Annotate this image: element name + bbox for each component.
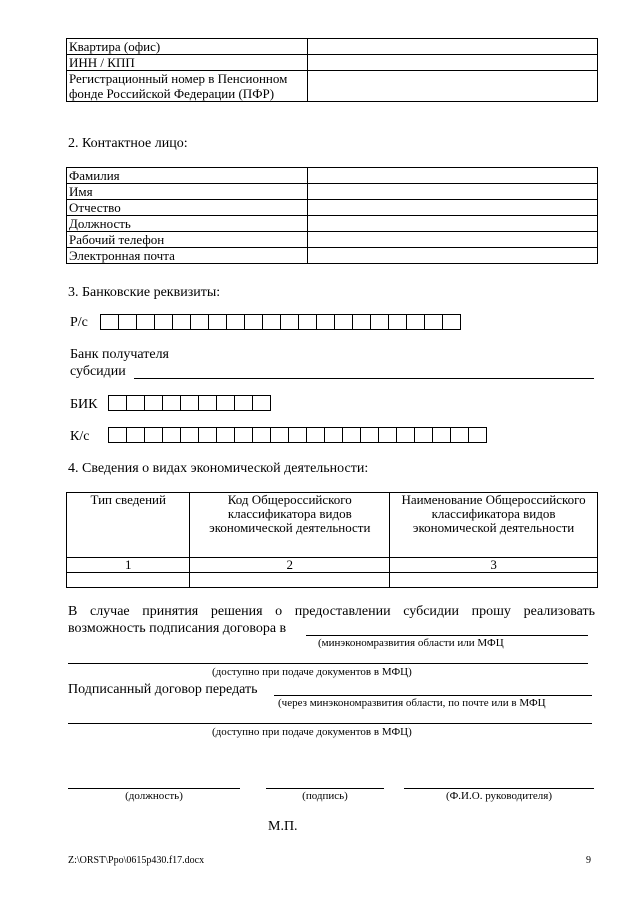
- table-row: [67, 216, 598, 232]
- footer-file-path: Z:\ORST\Ppo\0615p430.f17.docx: [68, 855, 205, 866]
- table-row: [67, 558, 598, 573]
- contact-table: [66, 167, 598, 264]
- table-row: [67, 55, 598, 71]
- column-header: Код Общероссийского классификатора видов экономической деятельности: [190, 493, 390, 558]
- account-label: Р/с: [70, 315, 88, 330]
- section-heading-bank: 3. Банковские реквизиты:: [68, 285, 221, 300]
- bank-name-label: Банк получателя: [70, 347, 169, 362]
- note-transfer-methods: (через минэкономразвития области, по почте или в МФЦ: [278, 697, 546, 709]
- table-cell-label: Должность: [67, 216, 308, 232]
- table-cell-value: [308, 71, 598, 102]
- column-number: 3: [390, 558, 598, 573]
- bank-name-line[interactable]: [134, 377, 594, 379]
- table-row: [67, 184, 598, 200]
- name-signature-line[interactable]: [404, 787, 594, 789]
- table-cell-label: Электронная почта: [67, 248, 308, 264]
- transfer-method-line[interactable]: [274, 694, 592, 696]
- note-mfc-only-2: (доступно при подаче документов в МФЦ): [212, 726, 412, 738]
- contract-signing-place-line-2[interactable]: [68, 662, 588, 664]
- table-row: [67, 39, 598, 55]
- table-cell-value: [308, 248, 598, 264]
- table-cell-label: Рабочий телефон: [67, 232, 308, 248]
- page-number: 9: [586, 855, 591, 866]
- section-heading-contact: 2. Контактное лицо:: [68, 136, 188, 151]
- table-row: [67, 71, 598, 102]
- bik-label: БИК: [70, 397, 98, 412]
- stamp-place: М.П.: [268, 819, 298, 834]
- column-header: Тип сведений: [67, 493, 190, 558]
- table-row: [67, 168, 598, 184]
- sign-caption: (подпись): [302, 790, 348, 802]
- table-cell-value: [308, 200, 598, 216]
- column-number: 1: [67, 558, 190, 573]
- table-cell-value: [308, 216, 598, 232]
- table-header-row: [67, 493, 598, 558]
- section-heading-okved: 4. Сведения о видах экономической деятельности:: [68, 461, 369, 476]
- sign-signature-line[interactable]: [266, 787, 384, 789]
- table-row: [67, 232, 598, 248]
- table-row[interactable]: [67, 573, 598, 588]
- table-row: [67, 248, 598, 264]
- table-cell-value: [308, 184, 598, 200]
- table-cell-label: Фамилия: [67, 168, 308, 184]
- corr-account-label: К/с: [70, 429, 90, 444]
- bik-boxes[interactable]: [108, 395, 270, 411]
- table-cell-value: [308, 232, 598, 248]
- position-signature-line[interactable]: [68, 787, 240, 789]
- table-cell-label: Регистрационный номер в Пенсионном фонде Российской Федерации (ПФР): [67, 71, 308, 102]
- column-header: Наименование Общероссийского классификатора видов экономической деятельности: [390, 493, 598, 558]
- table-cell-label: Отчество: [67, 200, 308, 216]
- table-cell-label: ИНН / КПП: [67, 55, 308, 71]
- note-mfc-only: (доступно при подаче документов в МФЦ): [212, 666, 412, 678]
- table-cell-value: [308, 39, 598, 55]
- position-caption: (должность): [125, 790, 183, 802]
- request-text-line2: возможность подписания договора в: [68, 621, 287, 636]
- bank-name-label-2: субсидии: [70, 364, 126, 379]
- account-number-boxes[interactable]: [100, 314, 460, 330]
- table-row: [67, 200, 598, 216]
- table-cell-value: [308, 55, 598, 71]
- contract-signing-place-line[interactable]: [306, 634, 588, 636]
- transfer-label: Подписанный договор передать: [68, 682, 258, 697]
- org-table: [66, 38, 598, 102]
- okved-table: [66, 492, 598, 588]
- request-text-line1: В случае принятия решения о предоставлении субсидии прошу реализовать: [68, 604, 595, 619]
- transfer-method-line-2[interactable]: [68, 722, 592, 724]
- column-number: 2: [190, 558, 390, 573]
- table-cell-value: [308, 168, 598, 184]
- corr-account-boxes[interactable]: [108, 427, 486, 443]
- note-ministry-or-mfc: (минэкономразвития области или МФЦ: [318, 637, 504, 649]
- name-caption: (Ф.И.О. руководителя): [445, 790, 553, 802]
- table-cell-label: Имя: [67, 184, 308, 200]
- table-cell-label: Квартира (офис): [67, 39, 308, 55]
